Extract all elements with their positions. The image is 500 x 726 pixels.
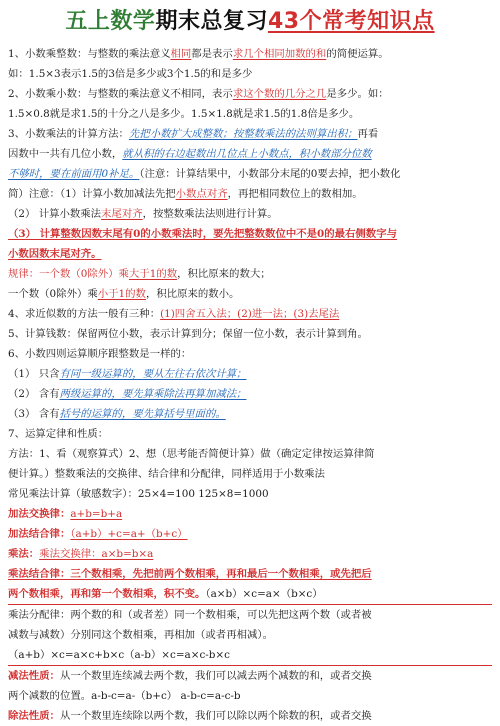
s6-item3: （3） 含有括号的运算的，要先算括号里面的。	[8, 408, 226, 420]
s7-method3: 常见乘法计算（敏感数字）：25×4=100 125×8=1000	[8, 488, 269, 500]
s3-line7: 小数因数末尾对齐。	[8, 248, 102, 260]
s3-line4: 简）注意：（1）计算小数加减法先把小数点对齐，再把相同数位上的数相加。	[8, 188, 363, 200]
s4-line: 4、求近似数的方法一般有三种：(1)四舍五入法；(2)进一法；(3)去尾法	[8, 308, 340, 320]
s2-line2: 1.5×0.8就是求1.5的十分之八是多少。1.5×1.8就是求1.5的1.8倍是多少。	[8, 108, 360, 120]
title-part3: 43个常考知识点	[267, 9, 435, 34]
s7-line0: 7、运算定律和性质：	[8, 428, 109, 440]
law-dist-formula: （a+b）×c=a×c+b×c（a-b）×c=a×c-b×c	[8, 645, 492, 666]
content	[8, 44, 492, 726]
s1-line1: 1、小数乘整数：与整数的乘法意义相同都是表示求几个相同加数的和的简便运算。	[8, 48, 389, 60]
s3-line1: 3、小数乘法的计算方法：先把小数扩大成整数；按整数乘法的法则算出积；再看	[8, 128, 379, 140]
title-part2: 期末总复习	[155, 9, 268, 34]
law-sub-line1: 减法性质：从一个数里连续减去两个数，我们可以减去两个减数的和，或者交换	[8, 670, 372, 682]
s5-line: 5、计算钱数：保留两位小数，表示计算到分；保留一位小数，表示计算到角。	[8, 328, 368, 340]
s7-method2: 便计算。）整数乘法的交换律、结合律和分配律，同样适用于小数乘法	[8, 468, 325, 480]
law-add-assoc: 加法结合律：（a+b）+c=a+（b+c）	[8, 528, 188, 540]
s7-method1: 方法：1、看（观察算式）2、想（思考能否简便计算）做（确定定律按运算律简	[8, 448, 375, 460]
page-title	[8, 0, 492, 44]
law-div-line1: 除法性质：从一个数里连续除以两个数，我们可以除以两个除数的积，或者交换	[8, 710, 372, 722]
law-dist-line1: 乘法分配律：两个数的和（或者差）同一个数相乘，可以先把这两个数（或者被	[8, 609, 372, 621]
s6-item2: （2） 含有两级运算的，要先算乘除法再算加减法；	[8, 388, 247, 400]
s3-line6: （3） 计算整数因数末尾有0的小数乘法时，要先把整数数位中不是0的最右侧数字与	[8, 228, 397, 240]
s3-line5: （2） 计算小数乘法末尾对齐，按整数乘法法则进行计算。	[8, 208, 278, 220]
title-part1: 五上数学	[65, 9, 156, 34]
law-mul-assoc-line1: 乘法结合律：三个数相乘，先把前两个数相乘，再和最后一个数相乘，或先把后	[8, 568, 372, 580]
s3-line2: 因数中一共有几位小数，就从积的右边起数出几位点上小数点，积小数部分位数	[8, 148, 372, 160]
s2-line1: 2、小数乘小数：与整数的乘法意义不相同，表示求这个数的几分之几是多少。如：	[8, 88, 389, 100]
law-mul-assoc-line2: 两个数相乘，再和第一个数相乘，积不变。（a×b）×c=a×（b×c）	[8, 584, 492, 605]
law-sub-line2: 两个减数的位置。a-b-c=a-（b+c） a-b-c=a-c-b	[8, 690, 241, 702]
rule-line1: 规律：一个数（0除外）乘大于1的数，积比原来的数大；	[8, 268, 271, 280]
law-add-comm: 加法交换律：a+b=b+a	[8, 508, 123, 520]
law-mul-comm: 乘法：乘法交换律：a×b=b×a	[8, 548, 154, 560]
s6-item1: （1） 只含有同一级运算的，要从左往右依次计算；	[8, 368, 247, 380]
s6-line0: 6、小数四则运算顺序跟整数是一样的：	[8, 348, 192, 360]
law-dist-line2: 减数与减数）分别同这个数相乘，再相加（或者再相减）。	[8, 629, 273, 641]
s3-line3: 不够时，要在前面用0补足。（注意：计算结果中，小数部分末尾的0要去掉，把小数化	[8, 168, 401, 180]
rule-line2: 一个数（0除外）乘小于1的数，积比原来的数小。	[8, 288, 240, 300]
s1-line2: 如：1.5×3表示1.5的3倍是多少或3个1.5的和是多少	[8, 68, 253, 80]
